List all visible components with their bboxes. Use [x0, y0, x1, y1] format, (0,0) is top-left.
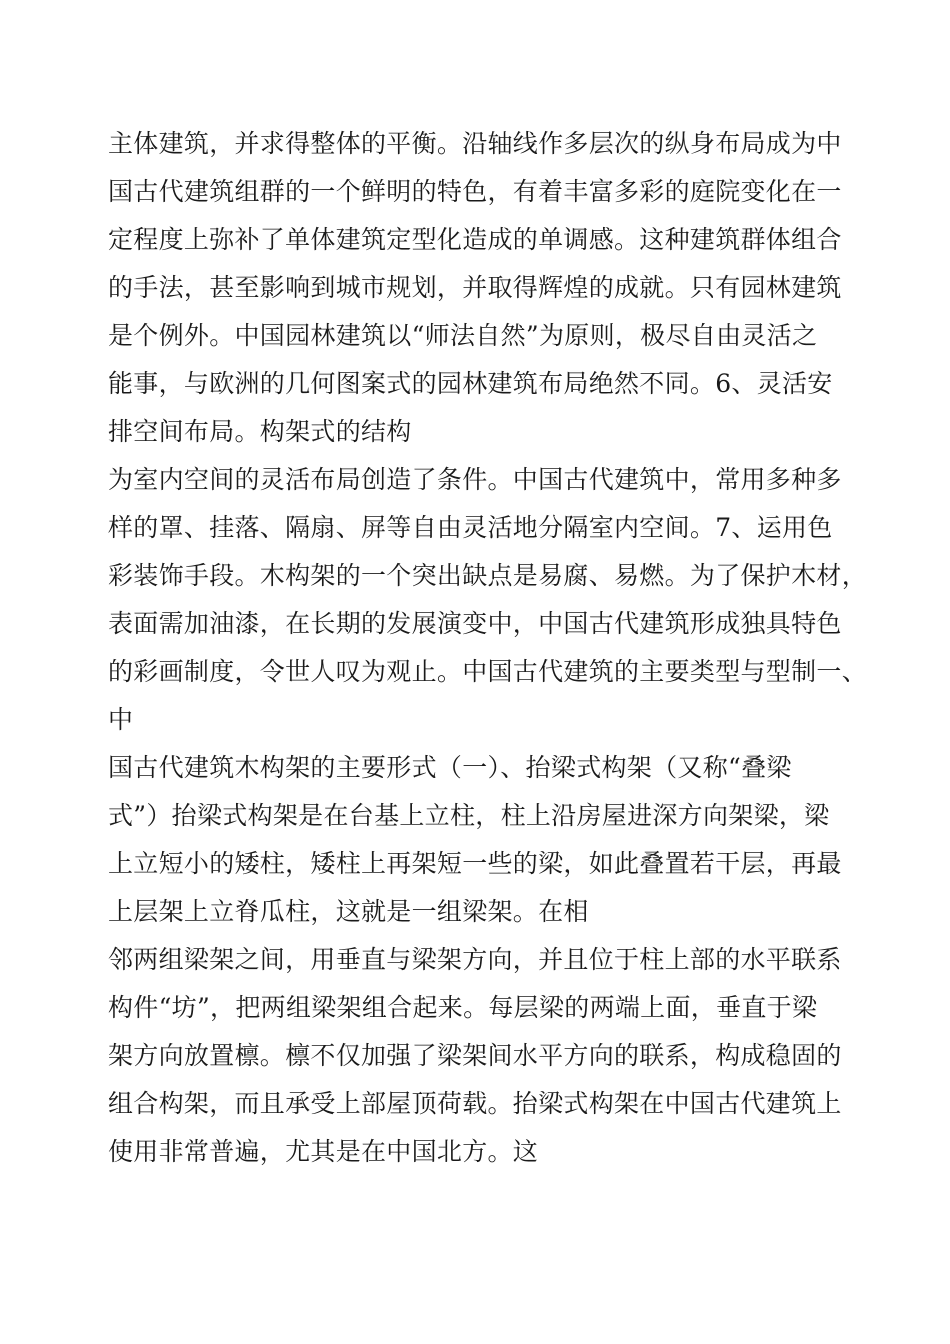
text-line: 使用非常普遍，尤其是在中国北方。这 — [108, 1137, 539, 1166]
text-line: 定程度上弥补了单体建筑定型化造成的单调感。这种建筑群体组合 — [108, 225, 842, 254]
text-line: 上立短小的矮柱，矮柱上再架短一些的梁，如此叠置若干层，再最 — [108, 849, 842, 878]
text-line: 架方向放置檩。檩不仅加强了梁架间水平方向的联系，构成稳固的 — [108, 1041, 842, 1070]
text-line: 式”）抬梁式构架是在台基上立柱，柱上沿房屋进深方向架梁，梁 — [108, 801, 830, 830]
text-line: 主体建筑，并求得整体的平衡。沿轴线作多层次的纵身布局成为中 — [108, 129, 842, 158]
text-line: 排空间布局。构架式的结构 — [108, 417, 412, 446]
text-line: 的手法，甚至影响到城市规划，并取得辉煌的成就。只有园林建筑 — [108, 273, 842, 302]
text-line: 中 — [108, 705, 134, 734]
text-line: 是个例外。中国园林建筑以“师法自然”为原则，极尽自由灵活之 — [108, 321, 818, 350]
text-line: 为室内空间的灵活布局创造了条件。中国古代建筑中，常用多种多 — [108, 465, 842, 494]
text-line: 能事，与欧洲的几何图案式的园林建筑布局绝然不同。6、灵活安 — [108, 369, 833, 398]
text-line: 构件“坊”，把两组梁架组合起来。每层梁的两端上面，垂直于梁 — [108, 993, 818, 1022]
text-line: 的彩画制度，令世人叹为观止。中国古代建筑的主要类型与型制一、 — [108, 657, 868, 686]
text-line: 邻两组梁架之间，用垂直与梁架方向，并且位于柱上部的水平联系 — [108, 945, 842, 974]
body-text — [108, 120, 868, 1176]
text-line: 国古代建筑组群的一个鲜明的特色，有着丰富多彩的庭院变化在一 — [108, 177, 842, 206]
text-line: 样的罩、挂落、隔扇、屏等自由灵活地分隔室内空间。7、运用色 — [108, 513, 833, 542]
text-line: 组合构架，而且承受上部屋顶荷载。抬梁式构架在中国古代建筑上 — [108, 1089, 842, 1118]
text-line: 国古代建筑木构架的主要形式（一）、抬梁式构架（又称“叠梁 — [108, 753, 792, 782]
text-line: 表面需加油漆，在长期的发展演变中，中国古代建筑形成独具特色 — [108, 609, 842, 638]
text-line: 彩装饰手段。木构架的一个突出缺点是易腐、易燃。为了保护木材， — [108, 561, 868, 590]
text-line: 上层架上立脊瓜柱，这就是一组梁架。在相 — [108, 897, 589, 926]
